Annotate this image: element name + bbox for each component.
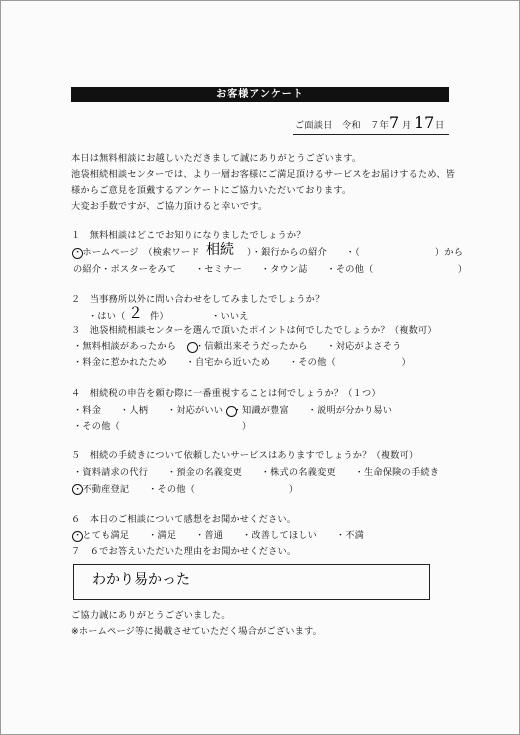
date-day-handwritten: 17 xyxy=(414,113,435,132)
intro-line-3: 様からご意見を頂戴するアンケートにご協力いただいております。 xyxy=(71,185,352,196)
q1-question: １ 無料相談はどこでお知りになりましたでしょうか？ xyxy=(71,230,306,241)
date-month-label: 月 xyxy=(402,120,412,131)
intro-line-1: 本日は無料相談にお越しいただきまして誠にありがとうございます。 xyxy=(71,153,362,164)
survey-title: お客様アンケート xyxy=(71,87,449,102)
intro-line-4: 大変お手数ですが、ご協力頂けると幸いです。 xyxy=(71,201,268,212)
q5-selected-circle xyxy=(72,484,83,495)
q1-selected-circle xyxy=(72,248,83,259)
q7-answer-handwritten: わかり易かった xyxy=(92,572,190,588)
q3-line1: ・無料相談があったから ・信頼出来そうだったから ・対応がよさそう xyxy=(73,341,402,352)
q6-options: ・とても満足 ・満足 ・普通 ・改善してほしい ・不満 xyxy=(73,530,365,541)
footnote-text: ※ホームページ等に掲載させていただく場合がございます。 xyxy=(71,626,323,637)
q3-line2: ・料金に惹かれたため ・自宅から近いため ・その他（ ） xyxy=(73,357,411,368)
date-underline xyxy=(293,134,449,135)
date-day-label: 日 xyxy=(435,120,445,131)
q5-line2: ・不動産登記 ・その他（ ） xyxy=(73,484,299,495)
q1-line2: の紹介・ポスターをみて ・セミナー ・タウン誌 ・その他（ ） xyxy=(73,264,468,275)
date-label: ご面談日 令和 ７年 xyxy=(295,120,389,131)
q7-question: ７ ６でお答えいただいた理由をお聞かせください。 xyxy=(71,546,297,557)
q1-line1-rest: ）・銀行からの紹介 ・（ ）から xyxy=(247,247,464,258)
q2-count-handwritten: ２ xyxy=(128,304,144,322)
q2-question: ２ 当事務所以外に問い合わせをしてみましたでしょうか？ xyxy=(71,294,325,305)
date-month-handwritten: 7 xyxy=(389,113,400,132)
q6-selected-circle xyxy=(72,531,83,542)
q4-line2: ・その他（ ） xyxy=(73,421,252,432)
q6-question: ６ 本日のご相談について感想をお聞かせください。 xyxy=(71,514,297,525)
q3-selected-circle xyxy=(187,342,198,353)
q5-line1: ・資料請求の代行 ・預金の名義変更 ・株式の名義変更 ・生命保険の手続き xyxy=(73,467,440,478)
q2-line-prefix: ・はい（ xyxy=(88,311,126,322)
intro-line-2: 池袋相続相談センターでは、より一層お客様にご満足頂けるサービスをお届けするため、皆 xyxy=(71,169,456,180)
q1-line1-prefix: ・ホームページ （検索ワード xyxy=(73,247,200,258)
q1-search-word-handwritten: 相続 xyxy=(206,242,234,258)
q5-question: ５ 相続の手続きについて依頼したいサービスはありますでしょうか？（複数可） xyxy=(71,450,419,461)
q3-question: ３ 池袋相続相談センターを選んで頂いたポイントは何でしたでしょうか？（複数可） xyxy=(71,325,437,336)
q4-question: ４ 相続税の申告を頼む際に一番重視することは何でしょうか？（１つ） xyxy=(71,388,381,399)
q4-selected-circle xyxy=(226,406,237,417)
q2-line-rest: 件） ・いいえ xyxy=(150,311,249,322)
q4-line1: ・料金 ・人柄 ・対応がいい ・知識が豊富 ・説明が分かり易い xyxy=(73,405,393,416)
closing-text: ご協力誠にありがとうございました。 xyxy=(71,610,231,621)
